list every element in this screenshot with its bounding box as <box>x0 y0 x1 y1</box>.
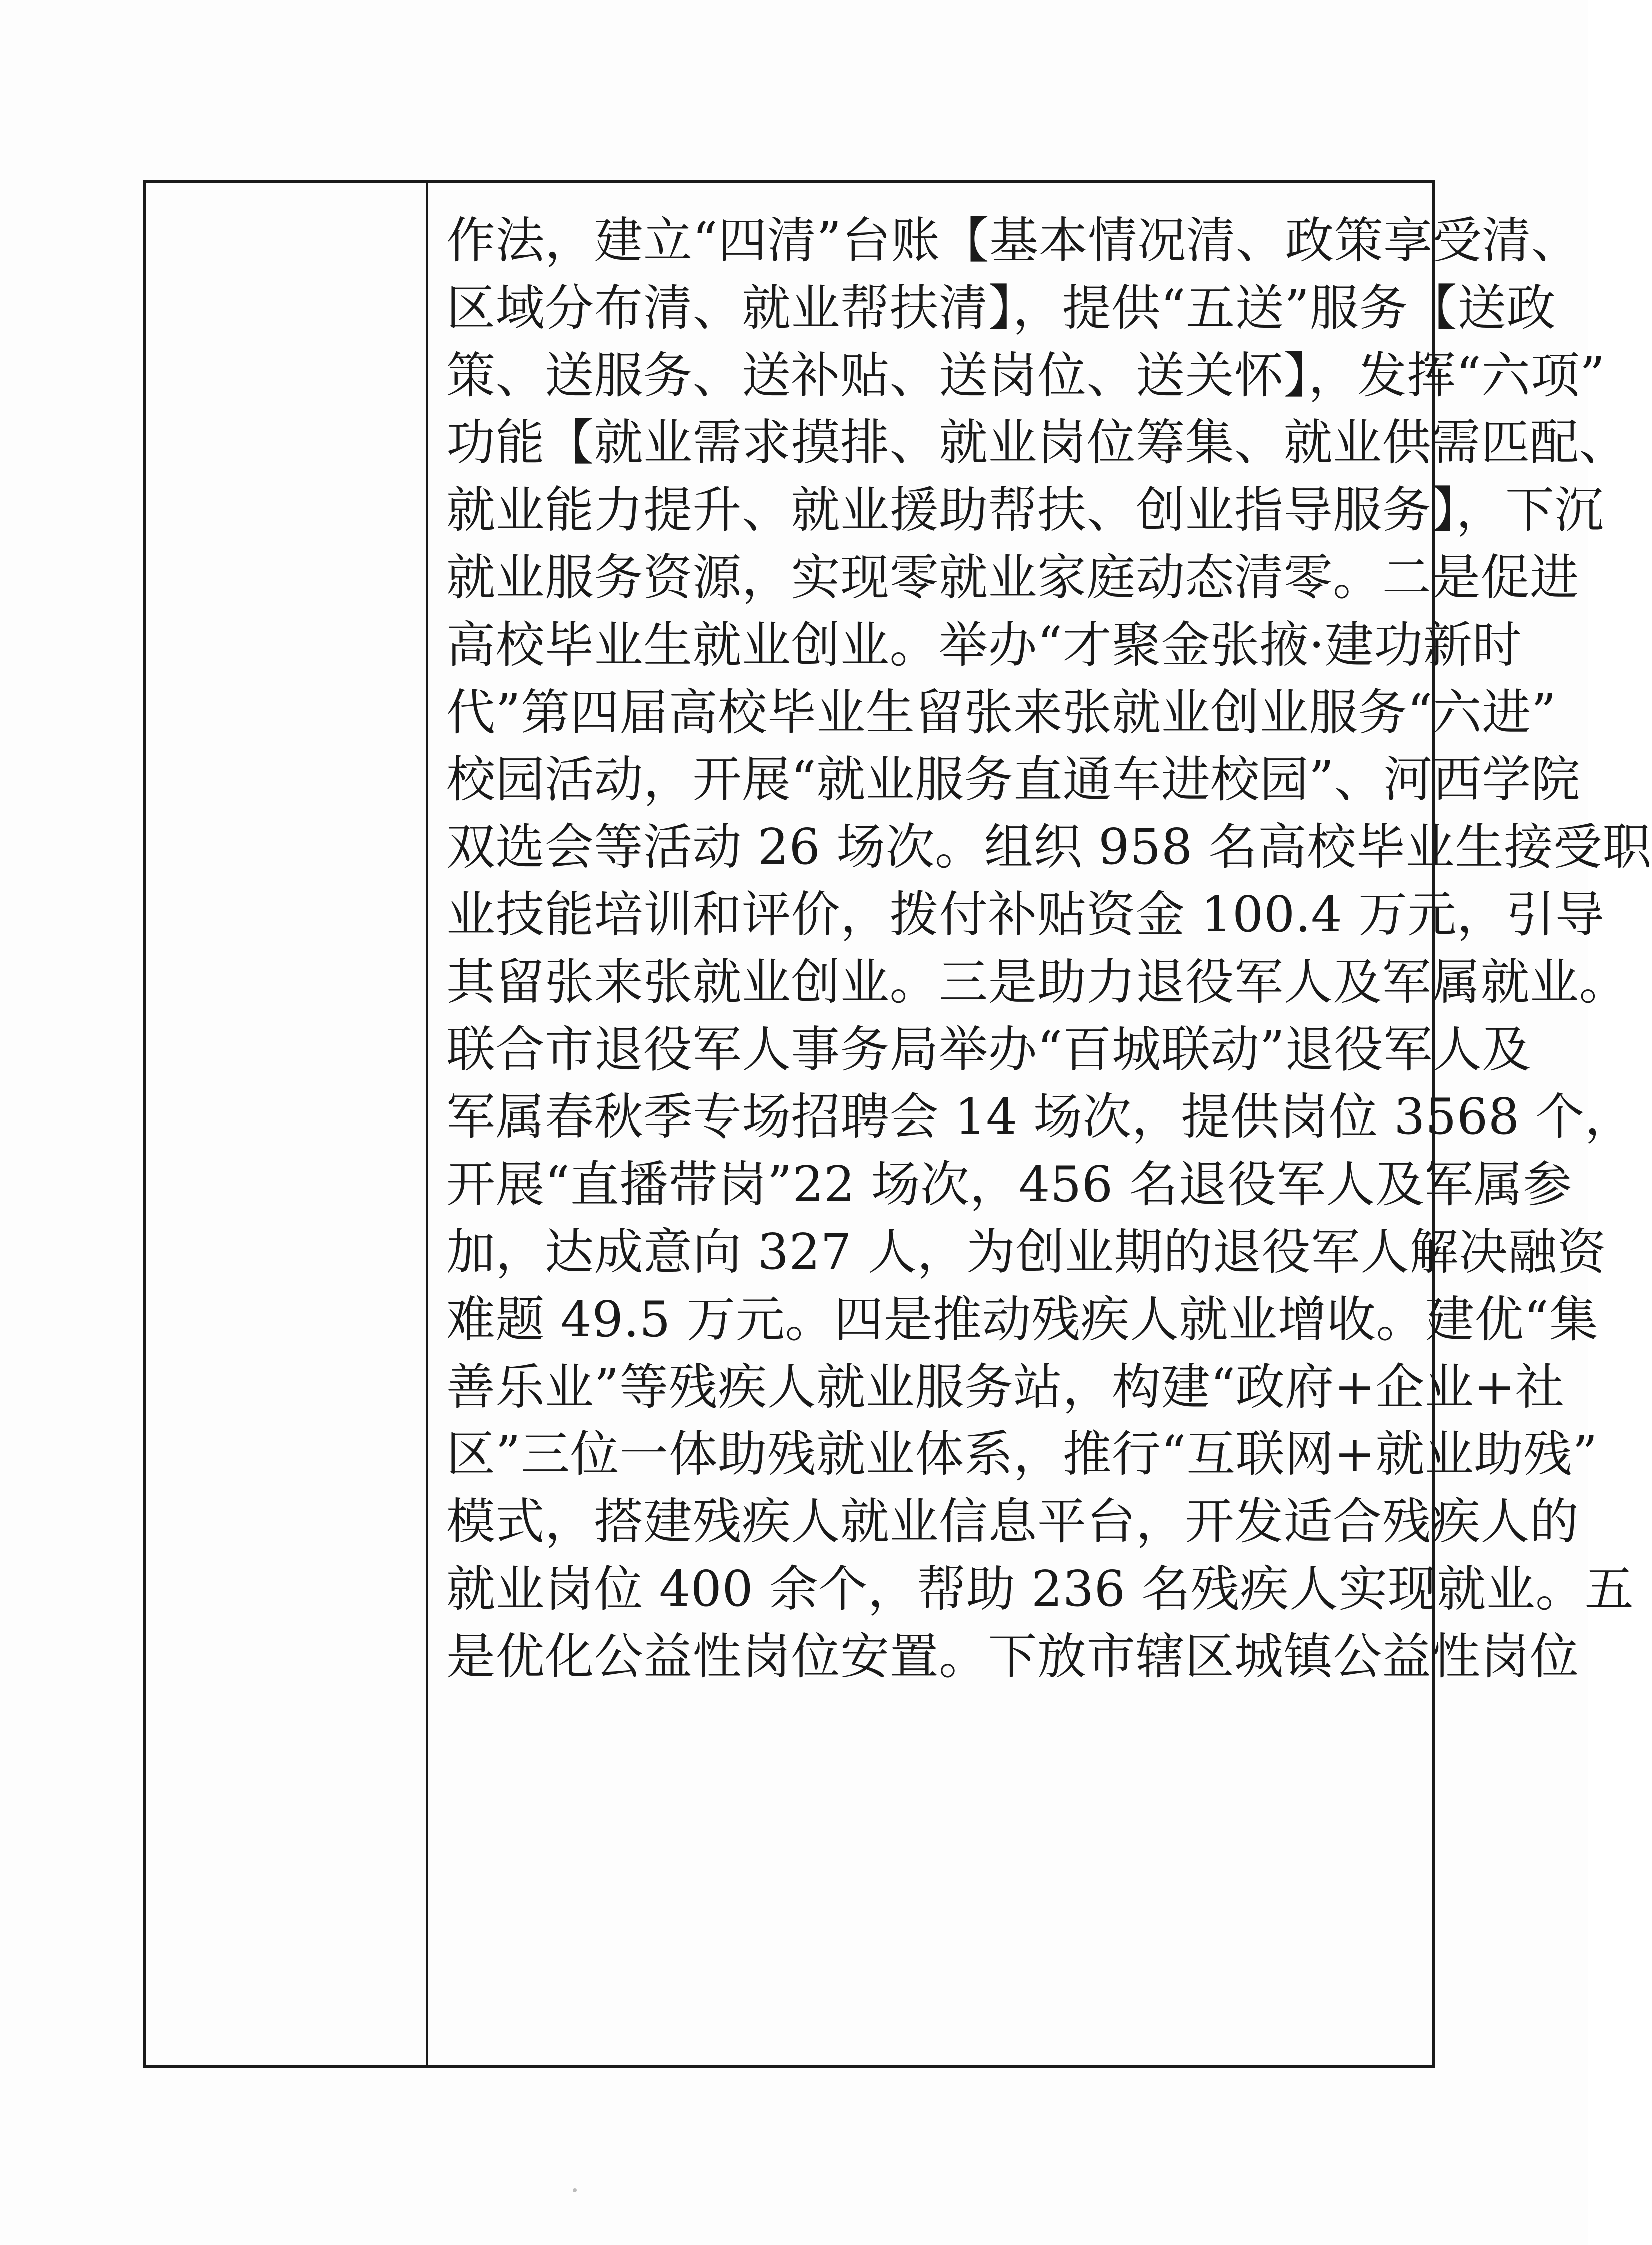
paragraph-line: 就业岗位 400 余个，帮助 236 名残疾人实现就业。五 <box>446 1560 1634 1618</box>
paragraph-line: 模式，搭建残疾人就业信息平台，开发适合残疾人的 <box>446 1493 1579 1551</box>
paragraph-line: 功能【就业需求摸排、就业岗位筹集、就业供需匹配、 <box>446 414 1629 472</box>
paragraph-line: 是优化公益性岗位安置。下放市辖区城镇公益性岗位 <box>446 1628 1579 1685</box>
paragraph-line: 策、送服务、送补贴、送岗位、送关怀】，发挥“六项” <box>446 347 1605 404</box>
paragraph-line: 作法，建立“四清”台账【基本情况清、政策享受清、 <box>446 212 1581 269</box>
paragraph-line: 双选会等活动 26 场次。组织 958 名高校毕业生接受职 <box>446 819 1652 876</box>
paragraph-line: 区”三位一体助残就业体系，推行“互联网+就业助残” <box>446 1426 1598 1483</box>
paragraph-line: 加，达成意向 327 人，为创业期的退役军人解决融资 <box>446 1223 1607 1281</box>
paragraph-line: 就业能力提升、就业援助帮扶、创业指导服务】，下沉 <box>446 482 1604 539</box>
paragraph-line: 开展“直播带岗”22 场次，456 名退役军人及军属参 <box>446 1156 1572 1214</box>
scan-speck <box>573 2188 577 2192</box>
paragraph-line: 军属春秋季专场招聘会 14 场次，提供岗位 3568 个， <box>446 1088 1634 1146</box>
table-right-cell <box>428 183 1652 2065</box>
paragraph-line: 区域分布清、就业帮扶清】，提供“五送”服务【送政 <box>446 279 1556 337</box>
paragraph-line: 就业服务资源，实现零就业家庭动态清零。二是促进 <box>446 549 1579 606</box>
table-left-cell <box>146 183 428 2065</box>
paragraph-line: 校园活动，开展“就业服务直通车进校园”、河西学院 <box>446 751 1581 809</box>
content-table <box>143 180 1652 2068</box>
paragraph-line: 业技能培训和评价，拨付补贴资金 100.4 万元，引导 <box>446 886 1605 943</box>
paragraph-line: 难题 49.5 万元。四是推动残疾人就业增收。建优“集 <box>446 1291 1599 1348</box>
paragraph-line: 联合市退役军人事务局举办“百城联动”退役军人及 <box>446 1021 1531 1078</box>
paragraph-line: 代”第四届高校毕业生留张来张就业创业服务“六进” <box>446 684 1557 741</box>
paragraph-line: 其留张来张就业创业。三是助力退役军人及军属就业。 <box>446 953 1629 1011</box>
paragraph-line: 高校毕业生就业创业。举办“才聚金张掖·建功新时 <box>446 616 1522 674</box>
paragraph-line: 善乐业”等残疾人就业服务站，构建“政府+企业+社 <box>446 1358 1565 1416</box>
